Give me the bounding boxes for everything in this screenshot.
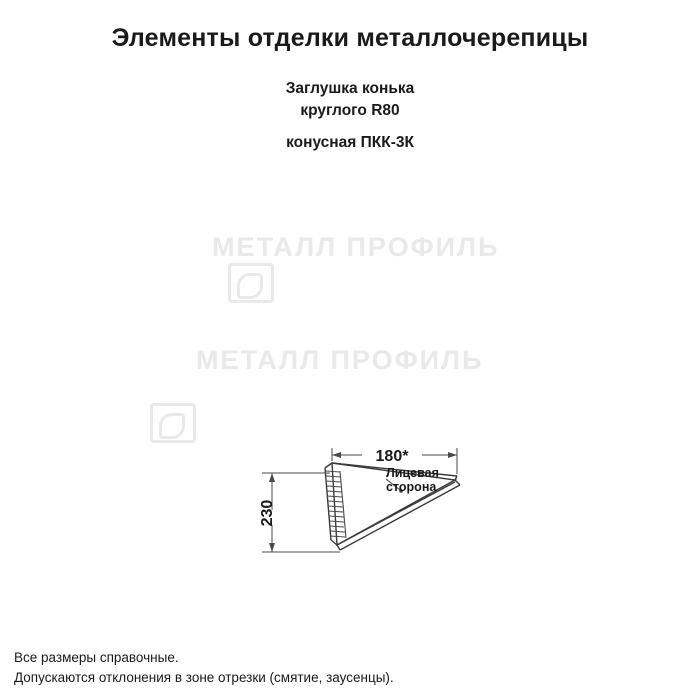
footnote-line-1: Все размеры справочные. [14,650,179,665]
product-tip-right [455,480,460,485]
product-flange-lower-end [337,545,340,550]
face-side-label-line-1: Лицевая [386,466,439,480]
watermark-text: МЕТАЛЛ ПРОФИЛЬ [196,345,484,375]
product-spine-left [325,468,331,540]
dimension-height-label: 230 [259,499,276,527]
product-flange-lower [340,485,460,550]
page-title: Элементы отделки металлочерепицы [111,24,589,52]
face-side-label-line-2: сторона [386,480,437,494]
product-name-line-1: Заглушка конька [285,80,415,97]
product-drawing [0,180,700,560]
product-code-line: конусная ПКК-3К [286,134,414,151]
watermark-text: МЕТАЛЛ ПРОФИЛЬ [212,232,500,262]
product-edge-left-top [325,463,332,468]
dimension-width-label: 180* [375,448,409,465]
product-tip-top [455,476,457,480]
footnote-line-2: Допускаются отклонения в зоне отрезки (смятие, заусенцы). [14,670,394,685]
product-name-line-2: круглого R80 [300,102,400,119]
